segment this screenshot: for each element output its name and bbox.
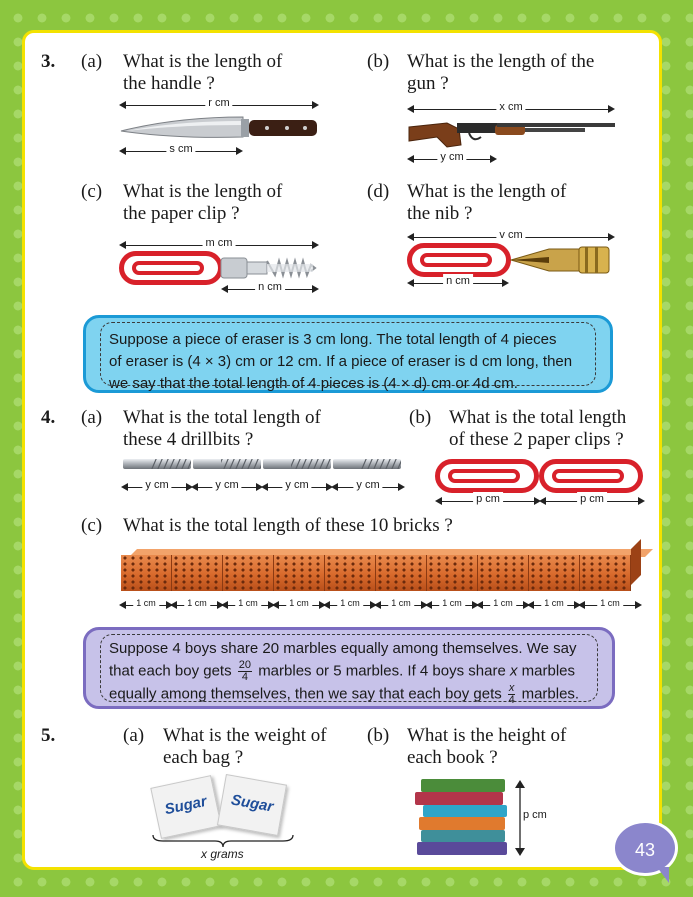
q3d-question [407, 181, 566, 225]
clip-nib-label: v cm [496, 228, 525, 242]
brick-6 [376, 555, 427, 591]
fraction-20-over-4 [238, 660, 252, 683]
eraser-example-inner [100, 322, 596, 392]
brick-9 [529, 555, 580, 591]
brick-label-9: 1 cm [541, 596, 567, 610]
book-green [421, 779, 505, 792]
drillbit-label-1: y cm [142, 478, 171, 492]
question-4-number: 4. [41, 407, 56, 428]
marbles-text-2c: marbles [521, 662, 575, 680]
clip-b-label: p cm [577, 492, 607, 506]
q4a-line1: What is the total length of [123, 407, 321, 428]
marbles-variable-x: x [509, 662, 518, 680]
brick-label-7: 1 cm [439, 596, 465, 610]
book-blue [423, 805, 507, 817]
clip-screw-label: m cm [203, 236, 236, 250]
drillbit-measure-1 [123, 481, 191, 493]
q3b-line2: gun ? [407, 73, 449, 94]
drillbit-measure-2 [193, 481, 261, 493]
bricks-illustration [121, 555, 641, 595]
fraction2-denominator: 4 [508, 694, 515, 706]
fraction-x-over-4 [508, 683, 516, 706]
question-5-number: 5. [41, 725, 56, 746]
brick-3 [223, 555, 274, 591]
brick-2 [172, 555, 223, 591]
marbles-example-box [83, 627, 615, 709]
screw-illustration [219, 255, 319, 281]
drillbit-label-2: y cm [212, 478, 241, 492]
q3a-question [123, 51, 282, 95]
bags-weight-label: x grams [201, 847, 244, 861]
gun-length-label: x cm [496, 100, 525, 114]
brick-8 [478, 555, 529, 591]
book-height-label: p cm [523, 809, 547, 821]
brick-measure-3 [223, 599, 273, 611]
brick-measure-7 [427, 599, 477, 611]
brick-label-10: 1 cm [597, 596, 623, 610]
blade-length-measure [121, 145, 241, 157]
marbles-text-2b: marbles or 5 marbles. If 4 boys share [258, 662, 506, 680]
q5a-part-label: (a) [123, 725, 145, 746]
paper-clip-b-illustration [539, 459, 643, 493]
brick-measure-6 [376, 599, 426, 611]
brick-measure-9 [529, 599, 579, 611]
brick-label-6: 1 cm [388, 596, 414, 610]
knife-illustration [117, 113, 321, 143]
brick-label-1: 1 cm [133, 596, 159, 610]
knife-length-label: r cm [205, 96, 232, 110]
gun-length-measure [409, 103, 613, 115]
brick-10 [580, 555, 631, 591]
q4a-question [123, 407, 321, 451]
clip-nib-measure [409, 231, 613, 243]
book-stack-illustration [413, 779, 513, 855]
sugar-bag-2 [217, 774, 287, 836]
pen-nib-illustration [509, 243, 615, 277]
stock-length-label: y cm [437, 150, 466, 164]
marbles-example-inner [100, 634, 598, 706]
drillbit-measure-4 [333, 481, 403, 493]
q5b-line2: each book ? [407, 747, 498, 768]
drillbits-illustration [121, 457, 405, 471]
eraser-example-line1: Suppose a piece of eraser is 3 cm long. The total length of 4 pieces [109, 331, 557, 348]
book-purple [417, 842, 507, 855]
brick-label-3: 1 cm [235, 596, 261, 610]
page-number-badge: 43 [612, 820, 678, 876]
q3c-line1: What is the length of [123, 181, 283, 202]
marbles-example-line2 [109, 660, 589, 683]
brick-measure-1 [121, 599, 171, 611]
brick-5 [325, 555, 376, 591]
q5b-line1: What is the height of [407, 725, 567, 746]
worksheet-page [22, 30, 662, 870]
fraction1-denominator: 4 [241, 671, 248, 683]
drillbit-label-3: y cm [282, 478, 311, 492]
brick-measure-2 [172, 599, 222, 611]
book-teal [421, 830, 505, 842]
q3d-line1: What is the length of [407, 181, 567, 202]
marbles-example-line3 [109, 683, 589, 706]
clip2-length-measure [409, 277, 507, 289]
paper-clip-a-illustration [435, 459, 539, 493]
fraction2-numerator: x [508, 682, 515, 694]
q4a-line2: these 4 drillbits ? [123, 429, 254, 450]
bricks-side-face [631, 539, 641, 585]
book-orange [419, 817, 505, 830]
eraser-example-line3: we say that the total length of 4 pieces is (4 × d) cm or 4d cm. [109, 375, 518, 392]
q3d-part-label: (d) [367, 181, 390, 202]
gun-illustration [407, 115, 617, 149]
q3b-line1: What is the length of the [407, 51, 595, 72]
q4b-question [449, 407, 626, 451]
clip-a-measure [437, 495, 539, 507]
q5a-question [163, 725, 327, 769]
q5a-line2: each bag ? [163, 747, 244, 768]
sugar-bag-1 [150, 775, 221, 839]
q3a-line1: What is the length of [123, 51, 283, 72]
brick-measure-8 [478, 599, 528, 611]
q4c-question: What is the total length of these 10 bricks ? [123, 515, 453, 536]
drillbit-measure-3 [263, 481, 331, 493]
q4b-part-label: (b) [409, 407, 432, 428]
q4c-part-label: (c) [81, 515, 103, 536]
q3c-question [123, 181, 282, 225]
stock-length-measure [409, 153, 495, 165]
eraser-example-line2: of eraser is (4 × 3) cm or 12 cm. If a piece of eraser is d cm long, then [109, 353, 573, 370]
q3c-line2: the paper clip ? [123, 203, 240, 224]
q3b-part-label: (b) [367, 51, 390, 72]
brick-label-4: 1 cm [286, 596, 312, 610]
fraction1-numerator: 20 [238, 659, 252, 671]
q4b-line2: of these 2 paper clips ? [449, 429, 624, 450]
brick-label-2: 1 cm [184, 596, 210, 610]
marbles-text-3a: equally among themselves, then we say that each boy gets [109, 685, 502, 703]
brick-measure-10 [580, 599, 640, 611]
blade-length-label: s cm [166, 142, 195, 156]
q5a-line1: What is the weight of [163, 725, 327, 746]
marbles-example-line1: Suppose 4 boys share 20 marbles equally among themselves. We say [109, 640, 577, 657]
clip2-length-label: n cm [443, 274, 473, 288]
brick-measure-5 [325, 599, 375, 611]
q3b-question [407, 51, 594, 95]
q4b-line1: What is the total length [449, 407, 627, 428]
marbles-text-2a: that each boy gets [109, 662, 232, 680]
brick-label-8: 1 cm [490, 596, 516, 610]
book-red [415, 792, 503, 805]
clip-a-label: p cm [473, 492, 503, 506]
q5b-question [407, 725, 566, 769]
q3d-line2: the nib ? [407, 203, 473, 224]
screw-length-label: n cm [255, 280, 285, 294]
drillbit-label-4: y cm [353, 478, 382, 492]
paper-clip-illustration [119, 251, 223, 285]
marbles-text-3b: marbles. [521, 685, 580, 703]
q5b-part-label: (b) [367, 725, 390, 746]
brick-7 [427, 555, 478, 591]
brick-4 [274, 555, 325, 591]
brick-measure-4 [274, 599, 324, 611]
screw-length-measure [223, 283, 317, 295]
brick-1 [121, 555, 172, 591]
eraser-example-box [83, 315, 613, 393]
q3a-line2: the handle ? [123, 73, 215, 94]
q4a-part-label: (a) [81, 407, 103, 428]
q3c-part-label: (c) [81, 181, 103, 202]
sugar-bag-2-label: Sugar [229, 791, 275, 816]
clip-screw-measure [121, 239, 317, 251]
knife-length-measure [121, 99, 317, 111]
brick-label-5: 1 cm [337, 596, 363, 610]
question-3-number: 3. [41, 51, 56, 72]
q3a-part-label: (a) [81, 51, 103, 72]
sugar-bag-1-label: Sugar [163, 792, 209, 819]
paper-clip-2-illustration [407, 243, 511, 277]
clip-b-measure [541, 495, 643, 507]
